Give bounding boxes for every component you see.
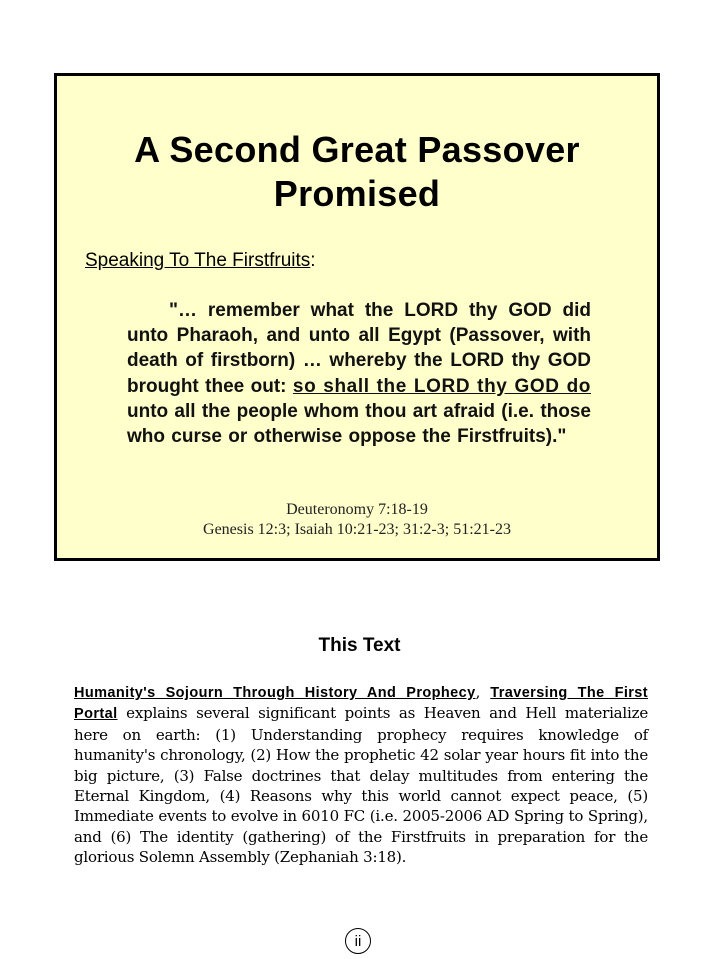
page-title (57, 128, 657, 216)
title-line-2: Promised (273, 173, 441, 214)
scripture-callout-box (54, 73, 660, 561)
scripture-references (57, 500, 657, 540)
book-title-2: Traversing The First Portal (74, 685, 648, 723)
reference-primary: Deuteronomy 7:18-19 (286, 501, 428, 518)
audience-label-text: Speaking To The Firstfruits (85, 250, 311, 271)
title-separator: , (475, 683, 491, 701)
title-line-1: A Second Great Passover (134, 129, 580, 170)
audience-label-colon: : (310, 250, 316, 271)
quote-part-1: "… remember what the LORD thy GOD did unto Pharaoh, and unto all Egypt (Passover, with death of firstborn) … whereby the LORD thy GOD brought thee out: (127, 300, 591, 397)
reference-secondary: Genesis 12:3; Isaiah 10:21-23; 31:2-3; 51:21-23 (203, 521, 511, 538)
page-number-text: ii (354, 932, 362, 950)
page-number-badge (345, 928, 371, 954)
audience-label (85, 250, 316, 272)
body-text: explains several significant points as Heaven and Hell materialize here on earth: (1) Understanding prophecy requires knowledge of humanity's chronology, (2) How the prophetic 42 solar year hours fit into the big picture, (3) False doctrines that delay multitudes from entering the Eternal Kingdom, (4) Reasons why this world cannot expect peace, (5) Immediate events to evolve in 6010 FC (i.e. 2005-2006 AD Spring to Spring), and (6) The identity (gathering) of the Firstfruits in preparation for the glorious Solemn Assembly (Zephaniah 3:18). (74, 704, 648, 867)
quote-part-2: unto all the people whom thou art afraid (i.e. those who curse or otherwise oppose the Firstfruits)." (127, 400, 591, 448)
scripture-quote (127, 298, 591, 449)
section-body-paragraph (74, 682, 648, 868)
book-title-1: Humanity's Sojourn Through History And Prophecy (74, 685, 476, 701)
section-heading: This Text (318, 635, 401, 656)
quote-emphasis: so shall the LORD thy GOD do (292, 375, 591, 397)
